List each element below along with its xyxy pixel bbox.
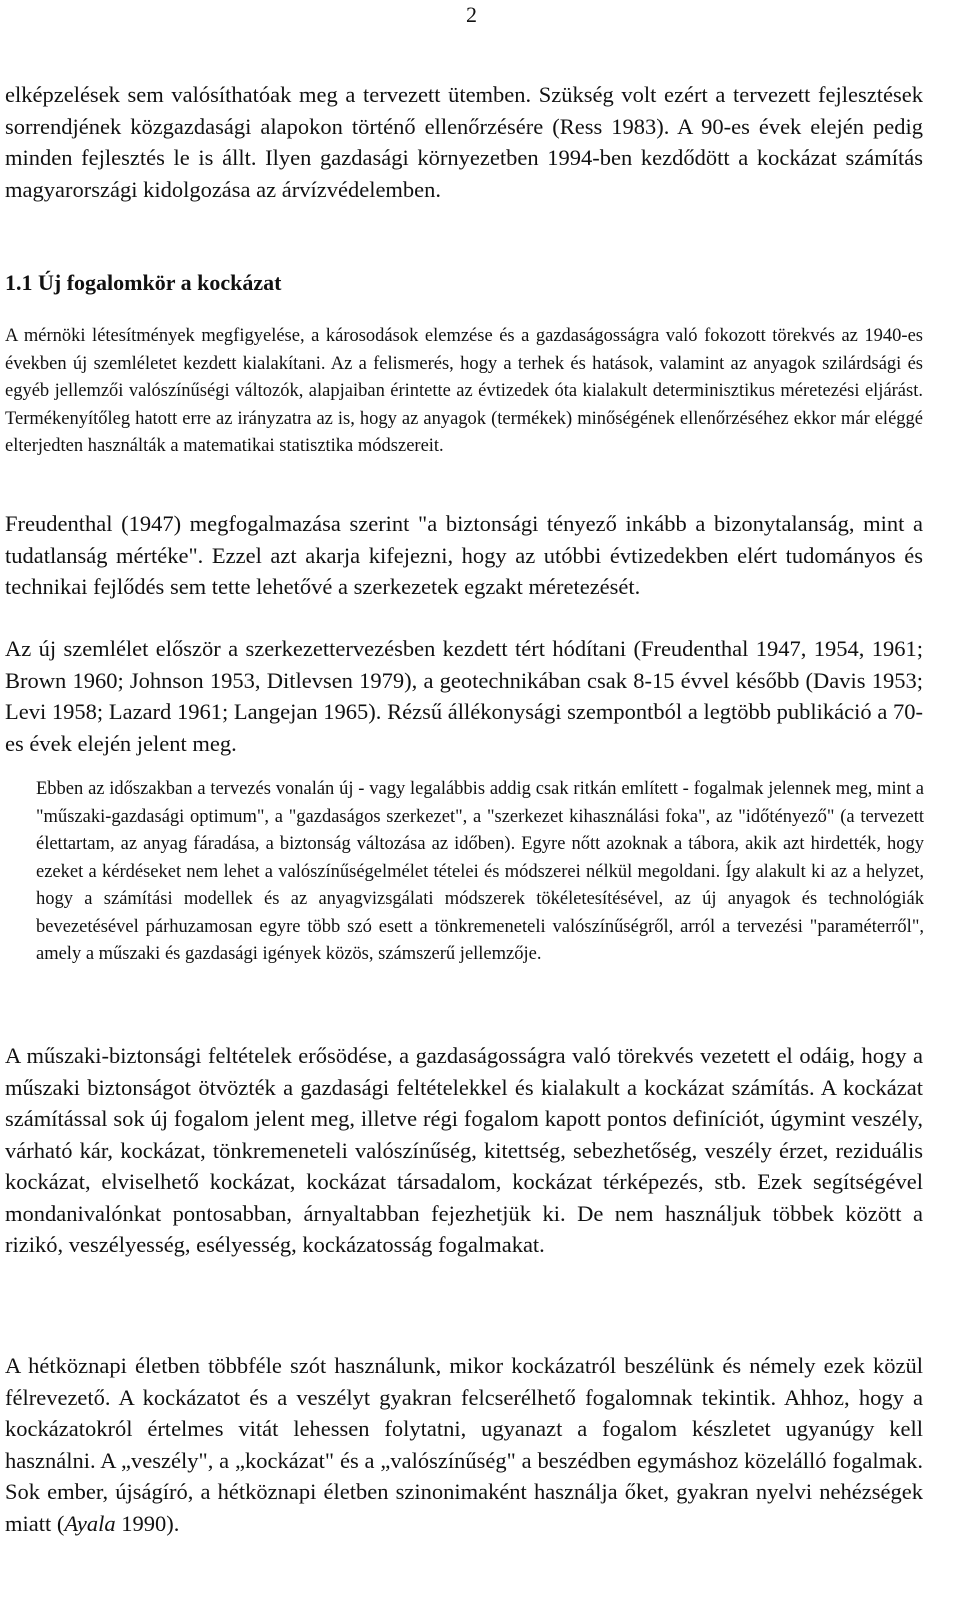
paragraph-freudenthal: Freudenthal (1947) megfogalmazása szerint "a biztonsági tényező inkább a bizonytalanság, mint a tudatlanság mértéke". Ezzel azt akarja kifejezni, hogy az utóbbi évtizedekben elért tudományos és technikai fejlődés sem tette lehetővé a szerkezetek egzakt méretezését. [5,511,923,599]
paragraph-risk-calculation: A műszaki-biztonsági feltételek erősödése, a gazdaságosságra való törekvés vezetett el odáig, hogy a műszaki biztonságot ötvözték a gazdasági feltételekkel és kialakult a kockázat számítás. A kockázat számítással sok új fogalom jelent meg, illetve régi fogalom kapott pontos definíciót, úgymint veszély, várható kár, kockázat, tönkremeneteli valószínűség, kitettség, sebezhetőség, veszély érzet, reziduális kockázat, elviselhető kockázat, kockázat társadalom, kockázat térképezés, stb. Ezek segítségével mondanivalónkat pontosabban, árnyaltabban fejezhetjük ki. De nem használjuk többek között a rizikó, veszélyesség, esélyesség, kockázatosság fogalmakat. [5,1043,923,1257]
page-number: 2 [466,2,477,27]
paragraph-engineering: A mérnöki létesítmények megfigyelése, a károsodások elemzése és a gazdaságosságra való fokozott törekvés az 1940-es években új szemléletet kezdett kialakítani. Az a felismerés, hogy a terhek és hatások, valamint az anyagok szilárdsági és egyéb jellemzői valószínűségi változók, alapjaiban érintette az évtizedek óta kialakult determinisztikus méretezési eljárást. Termékenyítőleg hatott erre az irányzatra az is, hogy az anyagok (termékek) minőségének ellenőrzéséhez ekkor már eléggé elterjedten használták a matematikai statisztika módszereit. [5,326,923,456]
paragraph-everyday-life-main: A hétköznapi életben többféle szót használunk, mikor kockázatról beszélünk és némely ezek közül félrevezető. A kockázatot és a veszélyt gyakran felcserélhető fogalomnak tekintik. Ahhoz, hogy a kockázatokról értelmes vitát lehessen folytatni, ugyanazt a fogalom készletet ugyanúgy kell használni. A „veszély", a „kockázat" és a „valószínűség" a beszédben egymáshoz közelálló fogalmak. Sok ember, újságíró, a hétköznapi életben szinonimaként használja őket, gyakran nyelvi nehézségek miatt ( [5,1353,923,1536]
paragraph-design-period: Ebben az időszakban a tervezés vonalán új - vagy legalábbis addig csak ritkán említett - fogalmak jelennek meg, mint a "műszaki-gazdasági optimum", a "gazdaságos szerkezet", a "szerkezet kihasználási foka", az "időtényező" (a tervezett élettartam, az anyag fáradása, a biztonság változása az időben). Egyre nőtt azoknak a tábora, akik azt hirdették, hogy ezeket a kérdéseket nem lehet a valószínűségelmélet tételei és módszerei nélkül megoldani. Így alakult ki az a helyzet, hogy a számítási modellek és az anyagvizsgálati módszerek tökéletesítésével, az új anyagok és technológiák bevezetésével párhuzamosan egyre több szó esett a tönkremeneteli valószínűségről, arról a tervezési "paraméterről", amely a műszaki és gazdasági igények közös, számszerű jellemzője. [36,779,924,964]
citation-year: 1990). [115,1510,180,1536]
paragraph-intro: elképzelések sem valósíthatóak meg a tervezett ütemben. Szükség volt ezért a tervezett fejlesztések sorrendjének közgazdasági alapokon történő ellenőrzésére (Ress 1983). A 90-es évek elején pedig minden fejlesztés le is állt. Ilyen gazdasági környezetben 1994-ben kezdődött a kockázat számítás magyarországi kidolgozása az árvízvédelemben. [5,82,923,202]
paragraph-everyday-life [5,1350,923,1539]
citation-author: Ayala [64,1510,116,1536]
section-heading: 1.1 Új fogalomkör a kockázat [5,270,282,295]
paragraph-new-approach: Az új szemlélet először a szerkezettervezésben kezdett tért hódítani (Freudenthal 1947, 1954, 1961; Brown 1960; Johnson 1953, Ditlevsen 1979), a geotechnikában csak 8-15 évvel később (Davis 1953; Levi 1958; Lazard 1961; Langejan 1965). Rézsű állékonysági szempontból a legtöbb publikáció a 70-es évek elején jelent meg. [5,636,923,756]
